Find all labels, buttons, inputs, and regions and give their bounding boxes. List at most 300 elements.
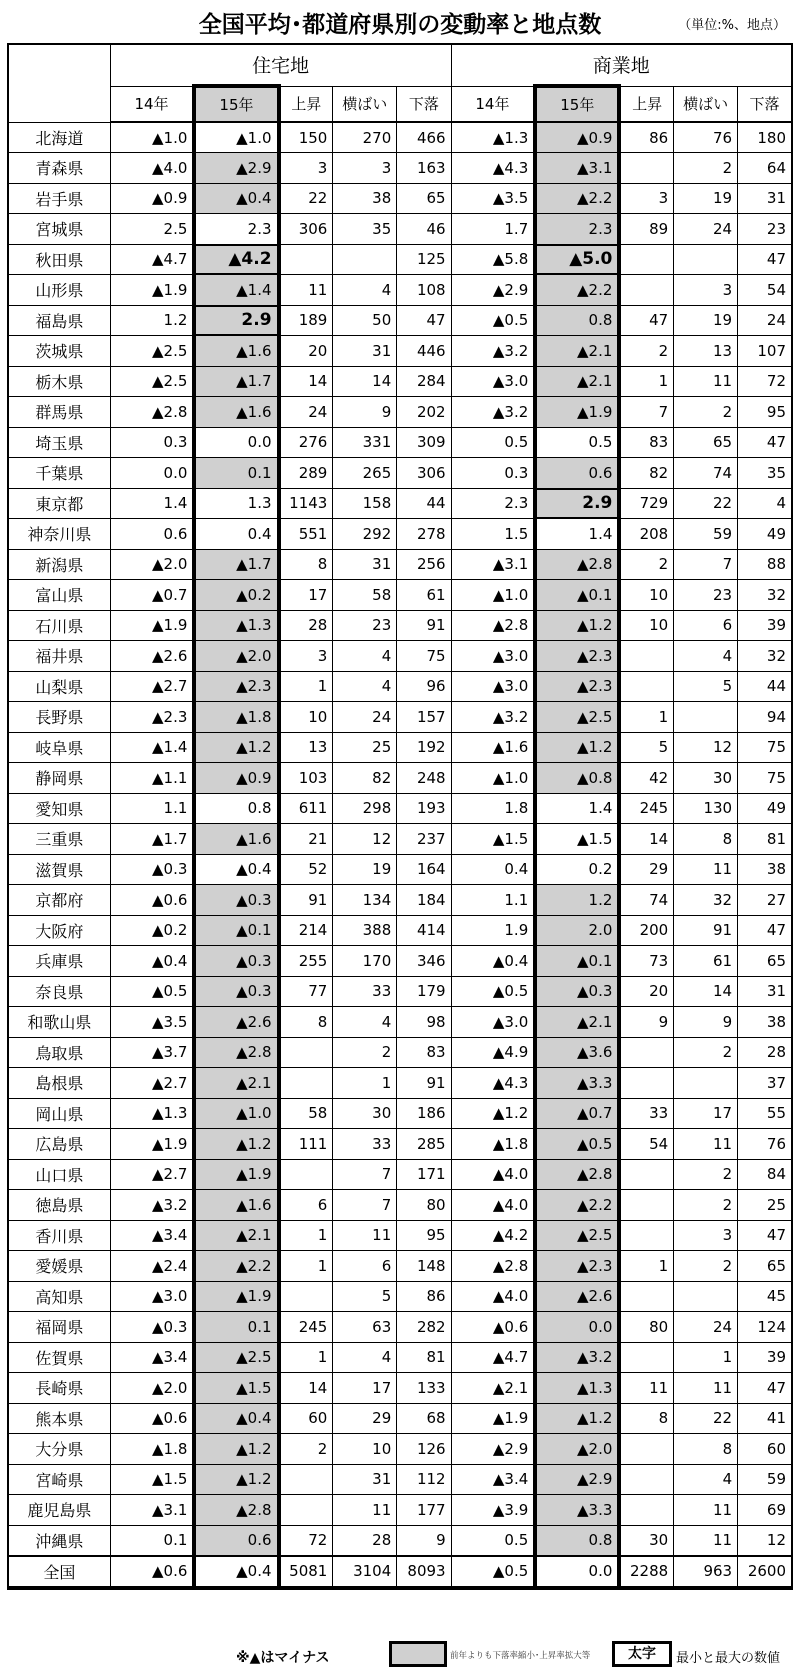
table-body [8, 122, 792, 1588]
cell-r14: ▲0.6 [110, 885, 194, 916]
table-row [8, 1342, 792, 1373]
prefecture-name: 青森県 [8, 153, 110, 184]
cell-c15: ▲0.5 [535, 1129, 619, 1160]
cell-cd: 38 [738, 854, 792, 885]
cell-r15: ▲2.5 [194, 1342, 278, 1373]
cell-cu: 42 [619, 763, 673, 794]
table-row [8, 1007, 792, 1038]
cell-cu: 1 [619, 366, 673, 397]
cell-r14: ▲2.7 [110, 671, 194, 702]
col-r-flat: 横ばい [333, 86, 397, 122]
cell-cu: 10 [619, 610, 673, 641]
cell-c14: 1.5 [451, 519, 535, 550]
cell-rf: 23 [333, 610, 397, 641]
cell-c14: ▲4.0 [451, 1190, 535, 1221]
table-row [8, 1159, 792, 1190]
cell-cf: 4 [674, 641, 738, 672]
cell-cd: 124 [738, 1312, 792, 1343]
table-row [8, 1037, 792, 1068]
cell-rf: 9 [333, 397, 397, 428]
cell-ru: 6 [279, 1190, 333, 1221]
cell-cu [619, 1342, 673, 1373]
cell-r14: ▲1.3 [110, 1098, 194, 1129]
cell-cf: 74 [674, 458, 738, 489]
cell-c15: ▲0.9 [535, 122, 619, 153]
cell-cu: 14 [619, 824, 673, 855]
cell-rd: 184 [397, 885, 451, 916]
cell-cd: 94 [738, 702, 792, 733]
cell-r15: ▲1.7 [194, 366, 278, 397]
cell-r14: ▲2.5 [110, 336, 194, 367]
table-row [8, 580, 792, 611]
prefecture-name: 全国 [8, 1556, 110, 1588]
cell-cu: 89 [619, 214, 673, 245]
cell-c15: ▲0.8 [535, 763, 619, 794]
cell-c14: 1.8 [451, 793, 535, 824]
table-row [8, 610, 792, 641]
cell-cu [619, 1220, 673, 1251]
cell-c14: ▲4.9 [451, 1037, 535, 1068]
cell-c14: ▲3.0 [451, 671, 535, 702]
table-row [8, 122, 792, 153]
cell-rd: 179 [397, 976, 451, 1007]
cell-ru: 1143 [279, 488, 333, 519]
prefecture-name: 栃木県 [8, 366, 110, 397]
cell-rd: 414 [397, 915, 451, 946]
cell-r15: ▲0.4 [194, 1556, 278, 1588]
cell-c14: ▲3.4 [451, 1464, 535, 1495]
legend-gray-swatch [389, 1641, 447, 1667]
cell-cu: 1 [619, 1251, 673, 1282]
cell-c15: ▲2.1 [535, 366, 619, 397]
cell-c14: 0.5 [451, 427, 535, 458]
cell-cf: 1 [674, 1342, 738, 1373]
cell-cu: 5 [619, 732, 673, 763]
cell-r14: ▲3.2 [110, 1190, 194, 1221]
cell-r14: 0.1 [110, 1525, 194, 1556]
cell-c14: ▲1.3 [451, 122, 535, 153]
prefecture-name: 島根県 [8, 1068, 110, 1099]
cell-c14: ▲1.2 [451, 1098, 535, 1129]
cell-cu: 74 [619, 885, 673, 916]
cell-r14: ▲1.9 [110, 1129, 194, 1160]
cell-cd: 32 [738, 641, 792, 672]
cell-ru: 276 [279, 427, 333, 458]
prefecture-name: 愛媛県 [8, 1251, 110, 1282]
cell-r14: 1.2 [110, 305, 194, 336]
cell-c15: ▲2.0 [535, 1434, 619, 1465]
table-row [8, 1434, 792, 1465]
cell-rd: 47 [397, 305, 451, 336]
cell-cd: 23 [738, 214, 792, 245]
cell-r15: ▲1.9 [194, 1281, 278, 1312]
cell-c15: 0.5 [535, 427, 619, 458]
cell-cd: 72 [738, 366, 792, 397]
cell-r15: ▲0.4 [194, 1403, 278, 1434]
cell-r15: ▲1.2 [194, 1464, 278, 1495]
cell-cd: 64 [738, 153, 792, 184]
cell-rf: 3 [333, 153, 397, 184]
cell-cu: 33 [619, 1098, 673, 1129]
cell-r15: ▲1.6 [194, 336, 278, 367]
cell-rf: 58 [333, 580, 397, 611]
prefecture-name: 兵庫県 [8, 946, 110, 977]
table-row [8, 458, 792, 489]
cell-r15: 0.8 [194, 793, 278, 824]
cell-rf: 25 [333, 732, 397, 763]
cell-r15: ▲0.4 [194, 854, 278, 885]
prefecture-name: 沖縄県 [8, 1525, 110, 1556]
cell-c14: ▲2.1 [451, 1373, 535, 1404]
cell-cu [619, 1159, 673, 1190]
cell-rd: 126 [397, 1434, 451, 1465]
cell-cu: 245 [619, 793, 673, 824]
cell-rf: 12 [333, 824, 397, 855]
cell-cd: 75 [738, 763, 792, 794]
col-c-down: 下落 [738, 86, 792, 122]
cell-ru [279, 1068, 333, 1099]
cell-c15: 1.2 [535, 885, 619, 916]
cell-c15: ▲3.2 [535, 1342, 619, 1373]
cell-c15: ▲2.3 [535, 1251, 619, 1282]
cell-r15: 0.6 [194, 1525, 278, 1556]
cell-r15: ▲2.0 [194, 641, 278, 672]
cell-rd: 192 [397, 732, 451, 763]
cell-c14: ▲3.0 [451, 366, 535, 397]
cell-cu: 73 [619, 946, 673, 977]
cell-rd: 133 [397, 1373, 451, 1404]
cell-cd: 180 [738, 122, 792, 153]
prefecture-name: 広島県 [8, 1129, 110, 1160]
cell-r14: ▲3.5 [110, 1007, 194, 1038]
cell-ru: 214 [279, 915, 333, 946]
cell-r15: ▲0.9 [194, 763, 278, 794]
cell-ru: 14 [279, 1373, 333, 1404]
cell-c15: ▲0.1 [535, 580, 619, 611]
cell-rf: 298 [333, 793, 397, 824]
prefecture-name: 滋賀県 [8, 854, 110, 885]
cell-c15: ▲2.9 [535, 1464, 619, 1495]
prefecture-name: 長崎県 [8, 1373, 110, 1404]
cell-c15: ▲2.8 [535, 1159, 619, 1190]
cell-r14: 2.5 [110, 214, 194, 245]
cell-cu: 7 [619, 397, 673, 428]
cell-c15: ▲1.5 [535, 824, 619, 855]
cell-r14: ▲2.7 [110, 1068, 194, 1099]
prefecture-name: 香川県 [8, 1220, 110, 1251]
cell-rd: 9 [397, 1525, 451, 1556]
prefecture-name: 岐阜県 [8, 732, 110, 763]
cell-rf: 134 [333, 885, 397, 916]
cell-r14: ▲3.0 [110, 1281, 194, 1312]
cell-rf: 29 [333, 1403, 397, 1434]
prefecture-name: 埼玉県 [8, 427, 110, 458]
cell-cf [674, 702, 738, 733]
cell-c14: ▲3.2 [451, 702, 535, 733]
cell-rd: 98 [397, 1007, 451, 1038]
cell-cu [619, 244, 673, 275]
cell-cu: 9 [619, 1007, 673, 1038]
cell-cf: 2 [674, 1037, 738, 1068]
cell-ru: 551 [279, 519, 333, 550]
cell-rd: 75 [397, 641, 451, 672]
cell-c14: 1.7 [451, 214, 535, 245]
cell-c14: ▲0.5 [451, 305, 535, 336]
cell-cd: 81 [738, 824, 792, 855]
cell-cu [619, 275, 673, 306]
cell-ru: 13 [279, 732, 333, 763]
cell-r14: ▲1.7 [110, 824, 194, 855]
cell-c14: 0.4 [451, 854, 535, 885]
cell-cf: 23 [674, 580, 738, 611]
cell-cu [619, 1068, 673, 1099]
cell-rf: 33 [333, 976, 397, 1007]
cell-ru: 24 [279, 397, 333, 428]
cell-r15: ▲2.1 [194, 1220, 278, 1251]
cell-r14: ▲2.3 [110, 702, 194, 733]
cell-r15: ▲2.9 [194, 153, 278, 184]
group-commercial: 商業地 [451, 44, 792, 86]
cell-r14: ▲3.4 [110, 1342, 194, 1373]
table-row [8, 153, 792, 184]
cell-c15: ▲2.1 [535, 336, 619, 367]
cell-r15: ▲1.4 [194, 275, 278, 306]
table-row [8, 275, 792, 306]
cell-ru: 77 [279, 976, 333, 1007]
cell-r15: ▲1.2 [194, 732, 278, 763]
cell-rf: 19 [333, 854, 397, 885]
cell-cd: 60 [738, 1434, 792, 1465]
table-row [8, 1281, 792, 1312]
cell-r15: ▲4.2 [194, 244, 278, 275]
table-row [8, 641, 792, 672]
cell-cd: 84 [738, 1159, 792, 1190]
cell-rf: 7 [333, 1190, 397, 1221]
table-row [8, 1312, 792, 1343]
cell-cf: 2 [674, 1251, 738, 1282]
cell-rd: 65 [397, 183, 451, 214]
prefecture-name: 大分県 [8, 1434, 110, 1465]
cell-rf: 388 [333, 915, 397, 946]
cell-cd: 88 [738, 549, 792, 580]
cell-ru: 17 [279, 580, 333, 611]
cell-ru: 611 [279, 793, 333, 824]
cell-cu [619, 1190, 673, 1221]
cell-cd: 49 [738, 793, 792, 824]
cell-r15: ▲1.6 [194, 1190, 278, 1221]
cell-r15: ▲0.3 [194, 885, 278, 916]
cell-rf: 28 [333, 1525, 397, 1556]
cell-cf: 3 [674, 1220, 738, 1251]
cell-rf: 5 [333, 1281, 397, 1312]
cell-r14: ▲3.1 [110, 1495, 194, 1526]
cell-c15: ▲2.5 [535, 702, 619, 733]
cell-r15: ▲0.4 [194, 183, 278, 214]
cell-r15: ▲1.0 [194, 122, 278, 153]
cell-c15: 0.6 [535, 458, 619, 489]
cell-r14: ▲2.0 [110, 549, 194, 580]
cell-c14: ▲0.5 [451, 1556, 535, 1588]
cell-ru [279, 1159, 333, 1190]
cell-c14: ▲3.5 [451, 183, 535, 214]
cell-rf: 24 [333, 702, 397, 733]
cell-rd: 148 [397, 1251, 451, 1282]
legend-note: ※▲はマイナス [236, 1650, 330, 1666]
cell-r14: ▲2.4 [110, 1251, 194, 1282]
cell-cf: 2 [674, 1159, 738, 1190]
cell-ru [279, 1281, 333, 1312]
cell-r14: ▲0.2 [110, 915, 194, 946]
cell-rd: 157 [397, 702, 451, 733]
cell-c14: ▲0.4 [451, 946, 535, 977]
cell-r14: ▲1.9 [110, 275, 194, 306]
table-row [8, 1373, 792, 1404]
cell-cd: 44 [738, 671, 792, 702]
table-row [8, 519, 792, 550]
cell-ru: 58 [279, 1098, 333, 1129]
cell-cd: 107 [738, 336, 792, 367]
cell-rf: 6 [333, 1251, 397, 1282]
table-row [8, 1525, 792, 1556]
cell-rf: 33 [333, 1129, 397, 1160]
cell-c15: 0.8 [535, 1525, 619, 1556]
cell-c14: ▲4.3 [451, 1068, 535, 1099]
cell-c14: ▲4.3 [451, 153, 535, 184]
cell-cd: 27 [738, 885, 792, 916]
cell-c15: ▲2.6 [535, 1281, 619, 1312]
cell-rd: 8093 [397, 1556, 451, 1588]
cell-rd: 46 [397, 214, 451, 245]
cell-rd: 83 [397, 1037, 451, 1068]
col-r14: 14年 [110, 86, 194, 122]
cell-cf: 11 [674, 1129, 738, 1160]
cell-rf: 31 [333, 336, 397, 367]
cell-rf: 3104 [333, 1556, 397, 1588]
cell-cf: 24 [674, 1312, 738, 1343]
cell-c14: ▲2.9 [451, 275, 535, 306]
prefecture-name: 山口県 [8, 1159, 110, 1190]
cell-cu: 200 [619, 915, 673, 946]
corner-cell [8, 44, 110, 122]
cell-cd: 54 [738, 275, 792, 306]
prefecture-name: 鳥取県 [8, 1037, 110, 1068]
cell-rd: 346 [397, 946, 451, 977]
cell-rf: 14 [333, 366, 397, 397]
cell-cu: 11 [619, 1373, 673, 1404]
cell-c14: 1.1 [451, 885, 535, 916]
cell-ru: 289 [279, 458, 333, 489]
cell-rf: 292 [333, 519, 397, 550]
cell-ru: 3 [279, 641, 333, 672]
cell-cd: 4 [738, 488, 792, 519]
prefecture-name: 鹿児島県 [8, 1495, 110, 1526]
cell-c15: ▲1.2 [535, 1403, 619, 1434]
table-row [8, 763, 792, 794]
cell-ru: 91 [279, 885, 333, 916]
table-row [8, 244, 792, 275]
cell-r15: ▲0.3 [194, 976, 278, 1007]
cell-r14: ▲3.4 [110, 1220, 194, 1251]
cell-rf: 50 [333, 305, 397, 336]
cell-cd: 2600 [738, 1556, 792, 1588]
cell-ru: 22 [279, 183, 333, 214]
table-row [8, 793, 792, 824]
cell-r14: ▲0.4 [110, 946, 194, 977]
cell-r14: ▲0.5 [110, 976, 194, 1007]
col-r-up: 上昇 [279, 86, 333, 122]
table-row [8, 214, 792, 245]
cell-r14: ▲1.5 [110, 1464, 194, 1495]
prefecture-name: 長野県 [8, 702, 110, 733]
cell-cu [619, 1495, 673, 1526]
table-row [8, 366, 792, 397]
cell-ru: 245 [279, 1312, 333, 1343]
cell-cd: 39 [738, 1342, 792, 1373]
cell-c14: ▲1.0 [451, 580, 535, 611]
prefecture-name: 宮城県 [8, 214, 110, 245]
cell-rf: 1 [333, 1068, 397, 1099]
cell-cd: 47 [738, 244, 792, 275]
cell-ru: 306 [279, 214, 333, 245]
cell-c15: ▲2.1 [535, 1007, 619, 1038]
cell-rd: 125 [397, 244, 451, 275]
cell-r14: ▲2.8 [110, 397, 194, 428]
prefecture-name: 奈良県 [8, 976, 110, 1007]
table-row [8, 1068, 792, 1099]
legend-gray-text: 前年よりも下落率縮小･上昇率拡大等 [450, 1651, 591, 1661]
col-c14: 14年 [451, 86, 535, 122]
cell-rd: 86 [397, 1281, 451, 1312]
cell-rf: 11 [333, 1220, 397, 1251]
cell-c15: ▲1.3 [535, 1373, 619, 1404]
cell-cu [619, 1434, 673, 1465]
prefecture-name: 高知県 [8, 1281, 110, 1312]
cell-c14: ▲2.8 [451, 1251, 535, 1282]
prefecture-name: 福井県 [8, 641, 110, 672]
cell-c15: ▲2.8 [535, 549, 619, 580]
cell-c15: ▲2.3 [535, 671, 619, 702]
data-table [7, 43, 793, 1590]
table-row [8, 885, 792, 916]
cell-r14: ▲4.7 [110, 244, 194, 275]
cell-r15: ▲1.3 [194, 610, 278, 641]
cell-rf: 2 [333, 1037, 397, 1068]
prefecture-name: 静岡県 [8, 763, 110, 794]
table-row [8, 1098, 792, 1129]
cell-rd: 68 [397, 1403, 451, 1434]
cell-cf: 2 [674, 153, 738, 184]
cell-r15: 0.1 [194, 458, 278, 489]
cell-cu: 1 [619, 702, 673, 733]
cell-ru: 1 [279, 671, 333, 702]
cell-rf: 31 [333, 1464, 397, 1495]
cell-c15: ▲2.2 [535, 1190, 619, 1221]
cell-cf: 91 [674, 915, 738, 946]
group-residential: 住宅地 [110, 44, 451, 86]
prefecture-name: 山形県 [8, 275, 110, 306]
table-row [8, 976, 792, 1007]
cell-rd: 96 [397, 671, 451, 702]
table-row [8, 305, 792, 336]
cell-c14: ▲0.6 [451, 1312, 535, 1343]
cell-rf: 4 [333, 275, 397, 306]
cell-c14: ▲3.1 [451, 549, 535, 580]
cell-c15: ▲1.2 [535, 732, 619, 763]
cell-rd: 81 [397, 1342, 451, 1373]
cell-c15: ▲2.2 [535, 183, 619, 214]
cell-c15: ▲2.2 [535, 275, 619, 306]
cell-cf: 65 [674, 427, 738, 458]
